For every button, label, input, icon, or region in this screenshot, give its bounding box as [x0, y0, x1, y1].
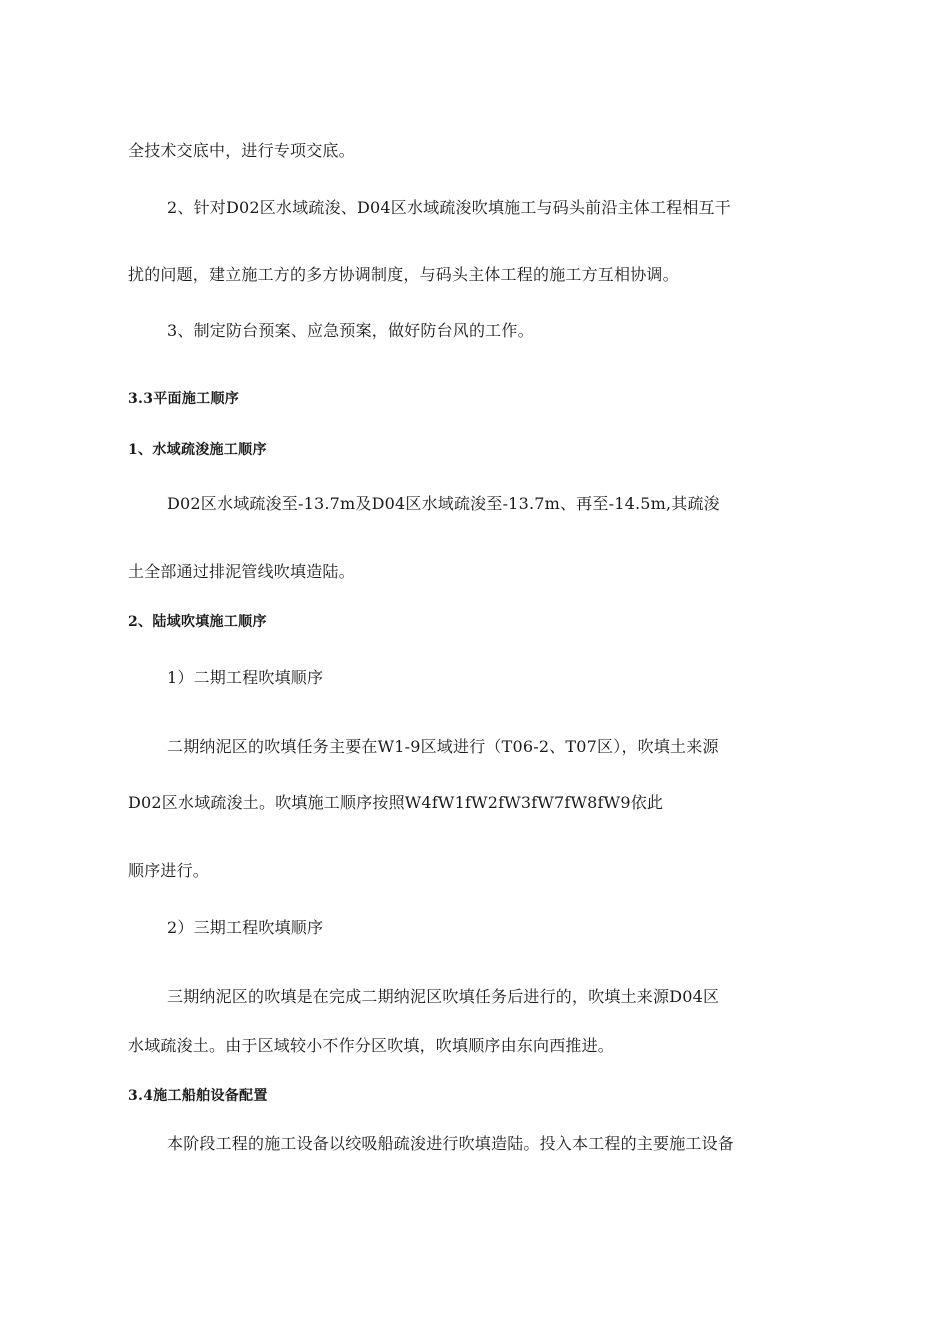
text-line-8: 土全部通过排泥管线吹填造陆。 — [128, 562, 355, 581]
text-line-2: 2、针对D02区水域疏浚、D04区水域疏浚吹填施工与码头前沿主体工程相互干 — [167, 198, 731, 217]
item-heading-phase-3: 2）三期工程吹填顺序 — [167, 918, 324, 937]
text-line-13: 顺序进行。 — [128, 861, 210, 880]
section-heading-3-4: 3.4施工船舶设备配置 — [128, 1088, 268, 1104]
text-line-3: 扰的问题，建立施工方的多方协调制度，与码头主体工程的施工方互相协调。 — [128, 265, 679, 284]
section-heading-3-3: 3.3平面施工顺序 — [128, 391, 240, 407]
text-line-4: 3、制定防台预案、应急预案，做好防台风的工作。 — [167, 321, 534, 340]
text-line-15: 三期纳泥区的吹填是在完成二期纳泥区吹填任务后进行的，吹填土来源D04区 — [167, 987, 720, 1006]
text-line-11: 二期纳泥区的吹填任务主要在W1-9区域进行（T06-2、T07区），吹填土来源 — [167, 737, 719, 756]
subsection-heading-1: 1、水域疏浚施工顺序 — [128, 442, 267, 458]
text-line-18: 本阶段工程的施工设备以绞吸船疏浚进行吹填造陆。投入本工程的主要施工设备 — [167, 1134, 735, 1153]
text-line-1: 全技术交底中，进行专项交底。 — [128, 141, 355, 160]
text-line-7: D02区水域疏浚至-13.7m及D04区水域疏浚至-13.7m、再至-14.5m,其疏浚 — [167, 494, 720, 513]
text-line-16: 水域疏浚土。由于区域较小不作分区吹填，吹填顺序由东向西推进。 — [128, 1036, 615, 1055]
subsection-heading-2: 2、陆域吹填施工顺序 — [128, 614, 267, 630]
text-line-12: D02区水域疏浚土。吹填施工顺序按照W4fW1fW2fW3fW7fW8fW9依此 — [128, 793, 664, 812]
item-heading-phase-2: 1）二期工程吹填顺序 — [167, 668, 324, 687]
